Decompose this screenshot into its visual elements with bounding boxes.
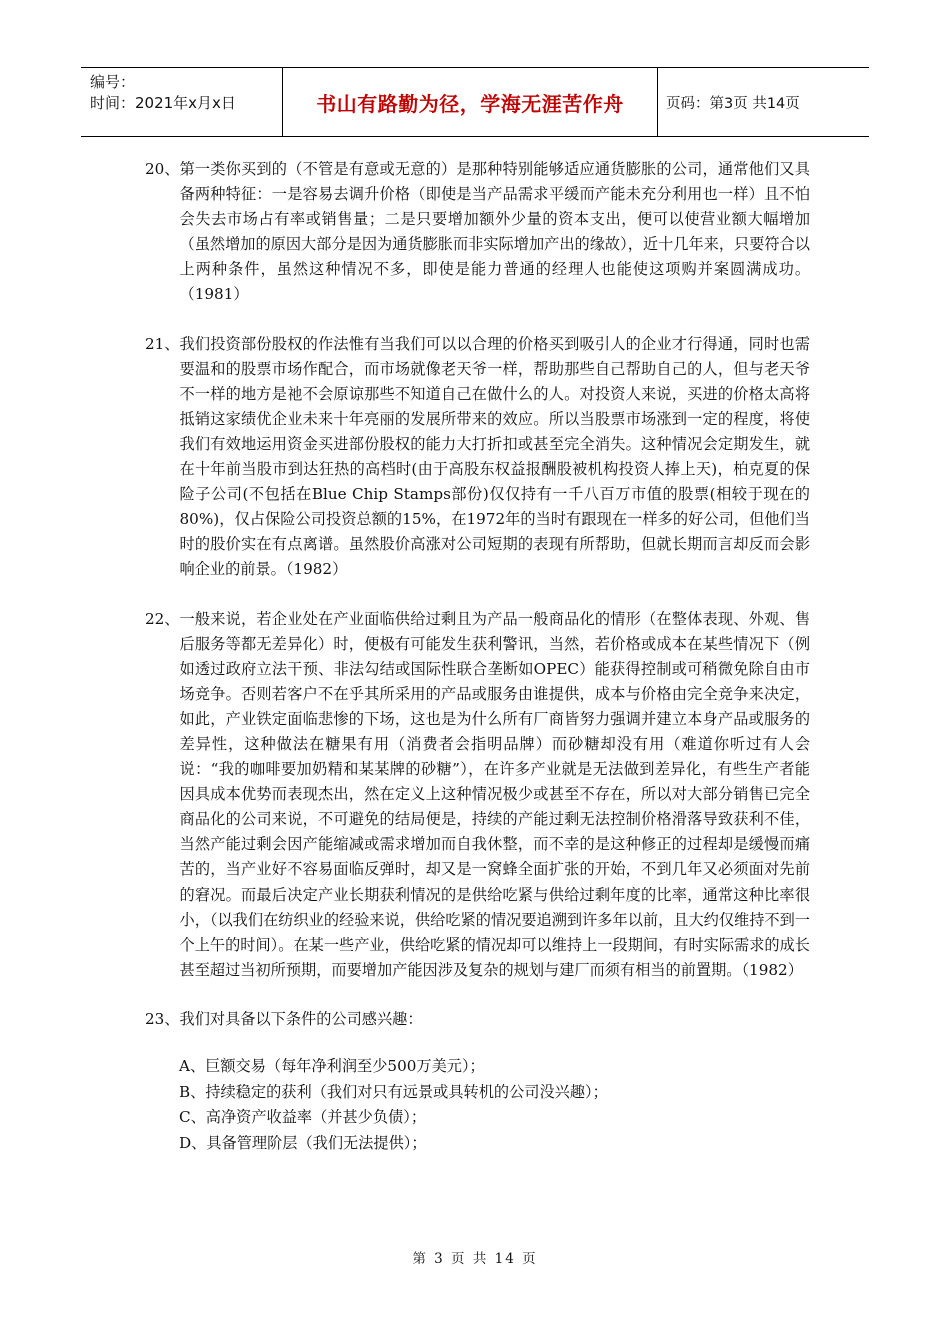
paragraph-number: 21、	[145, 334, 180, 353]
paragraph-23	[145, 1007, 810, 1032]
list-item: A、巨额交易（每年净利润至少500万美元）；	[179, 1056, 485, 1075]
header-motto-cell	[283, 68, 658, 136]
page-header	[81, 67, 869, 137]
paragraph-text: 我们投资部份股权的作法惟有当我们可以以合理的价格买到吸引人的企业才行得通，同时也需要温和的股票市场作配合，而市场就像老天爷一样，帮助那些自己帮助自己的人，但与老天爷不一样的地方是祂不会原谅那些不知道自己在做什么的人。对投资人来说，买进的价格太高将抵销这家绩优企业未来十年亮丽的发展所带来的效应。所以当股票市场涨到一定的程度，将使我们有效地运用资金买进部份股权的能力大打折扣或甚至完全消失。这种情况会定期发生，就在十年前当股市到达狂热的高档时(由于高股东权益报酬股被机构投资人捧上天)，柏克夏的保险子公司(不包括在Blue Chip Stamps部份)仅仅持有一千八百万市值的股票(相较于现在的80%)，仅占保险公司投资总额的15%，在1972年的当时有跟现在一样多的好公司，但他们当时的股价实在有点离谱。虽然股价高涨对公司短期的表现有所帮助，但就长期而言却反而会影响企业的前景。（1982）	[179, 334, 810, 579]
document-time-label: 时间：2021年x月x日	[90, 94, 236, 112]
paragraph-text: 我们对具备以下条件的公司感兴趣：	[179, 1009, 423, 1028]
paragraph-22	[145, 607, 810, 983]
list-item: C、高净资产收益率（并甚少负债）；	[179, 1108, 427, 1127]
page-footer: 第 3 页 共 14 页	[412, 1251, 538, 1267]
header-meta	[81, 68, 283, 136]
list-item: D、具备管理阶层（我们无法提供）；	[179, 1133, 427, 1152]
paragraph-number: 22、	[145, 609, 180, 628]
paragraph-number: 20、	[145, 160, 180, 178]
header-page-info: 页码：第3页 共14页	[666, 95, 800, 112]
paragraph-20	[145, 157, 810, 308]
paragraph-21	[145, 332, 810, 583]
document-number-label: 编号：	[90, 73, 136, 91]
paragraph-text: 第一类你买到的（不管是有意或无意的）是那种特别能够适应通货膨胀的公司，通常他们又具备两种特征：一是容易去调升价格（即使是当产品需求平缓而产能未充分利用也一样）且不怕会失去市场占有率或销售量；二是只要增加额外少量的资本支出，便可以使营业额大幅增加（虽然增加的原因大部分是因为通货膨胀而非实际增加产出的缘故），近十几年来，只要符合以上两种条件，虽然这种情况不多，即使是能力普通的经理人也能使这项购并案圆满成功。（1981）	[179, 160, 810, 304]
document-body	[145, 157, 810, 1156]
header-page-cell	[658, 68, 869, 136]
criteria-list	[179, 1054, 810, 1156]
paragraph-number: 23、	[145, 1009, 180, 1028]
header-motto: 书山有路勤为径，学海无涯苦作舟	[316, 91, 624, 116]
paragraph-text: 一般来说，若企业处在产业面临供给过剩且为产品一般商品化的情形（在整体表现、外观、售后服务等都无差异化）时，便极有可能发生获利警讯，当然，若价格或成本在某些情况下（例如透过政府立法干预、非法勾结或国际性联合垄断如OPEC）能获得控制或可稍微免除自由市场竞争。否则若客户不在乎其所采用的产品或服务由谁提供，成本与价格由完全竞争来决定，如此，产业铁定面临悲惨的下场，这也是为什么所有厂商皆努力强调并建立本身产品或服务的差异性，这种做法在糖果有用（消费者会指明品牌）而砂糖却没有用（难道你听过有人会说：“我的咖啡要加奶精和某某牌的砂糖”），在许多产业就是无法做到差异化，有些生产者能因具成本优势而表现杰出，然在定义上这种情况极少或甚至不存在，所以对大部分销售已完全商品化的公司来说，不可避免的结局便是，持续的产能过剩无法控制价格滑落导致获利不佳，当然产能过剩会因产能缩减或需求增加而自我休整，而不幸的是这种修正的过程却是缓慢而痛苦的，当产业好不容易面临反弹时，却又是一窝蜂全面扩张的开始，不到几年又必须面对先前的窘况。而最后决定产业长期获利情况的是供给吃紧与供给过剩年度的比率，通常这种比率很小，（以我们在纺织业的经验来说，供给吃紧的情况要追溯到许多年以前，且大约仅维持不到一个上午的时间）。在某一些产业，供给吃紧的情况却可以维持上一段期间，有时实际需求的成长甚至超过当初所预期，而要增加产能因涉及复杂的规划与建厂而须有相当的前置期。（1982）	[179, 609, 810, 979]
list-item: B、持续稳定的获利（我们对只有远景或具转机的公司没兴趣）；	[179, 1082, 608, 1101]
